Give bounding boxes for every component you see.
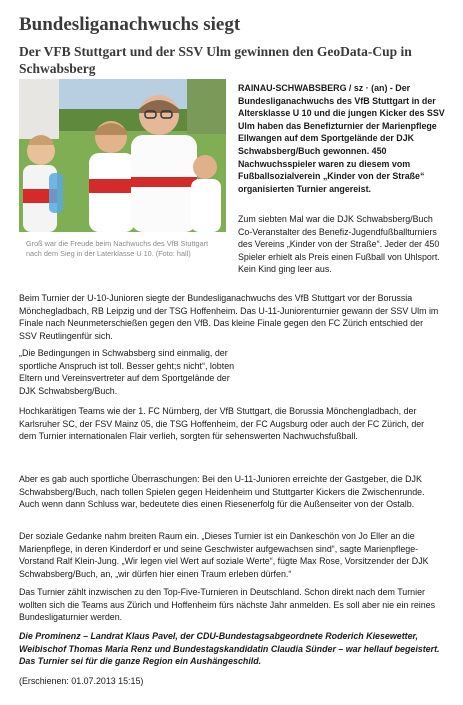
publication-date: (Erschienen: 01.07.2013 15:15) (19, 676, 144, 686)
article-lead: RAINAU-SCHWABSBERG / sz · (an) - Der Bundesliganachwuchs des VfB Stuttgart in der Altersklasse U 10 und die jungen Kicker des SSV Ulm haben das Benefizturnier der Marienpflege Ellwangen auf dem Sportgelände der DJK Schwabsberg/Buch gewonnen. 450 Nachwuchsspieler waren zu diesem vom Fußballsozialverein „Kinder von der Straße“ organisierten Turnier angereist. (238, 83, 445, 194)
article-paragraph: Beim Turnier der U-10-Junioren siegte der Bundesliganachwuchs des VfB Stuttgart vor der Borussia Mönchegladbach, RB Leipzig und der TSG Hoffenheim. Das U-11-Juniorenturnier gewann der SSV Ulm im Finale nach Neunmeterschießen gegen den VfB. Das kleine Finale gegen den FC Zürich entschied der SSV Reutlingenfür sich. (19, 293, 439, 341)
article-paragraph: Aber es gab auch sportliche Überraschungen: Bei den U-11-Junioren erreichte der Gastgeber, die DJK Schwabsberg/Buch, nach tollen Spielen gegen Heidenheim und Stuttgarter Kickers die Zwischenrunde. Auch wenn dann Schluss war, bedeutete dies einen Riesenerfolg für die Außenseiter von der Ostalb. (19, 474, 425, 510)
article-paragraph: Zum siebten Mal war die DJK Schwabsberg/Buch Co-Veranstalter des Benefiz-Jugendfußballturniers des Vereins „Kinder von der Straße“. Jeder der 450 Spieler erhielt als Preis einen Fußball von Uhlsport. Kein Kind ging leer aus. (238, 214, 440, 275)
celebration-photo-illustration (19, 79, 226, 232)
article-subheadline: Der VFB Stuttgart und der SSV Ulm gewinnen den GeoData-Cup in Schwabsberg (19, 44, 412, 76)
article-closing-paragraph: Die Prominenz – Landrat Klaus Pavel, der CDU-Bundestagsabgeordnete Roderich Kiesewetter, Weibischof Thomas Maria Renz und Bundestagskandidatin Claudia Sünder – war hellauf begeistert. Das Turnier sei für die ganze Region ein Aushängeschild. (19, 631, 440, 667)
article-headline: Bundesliganachwuchs siegt (19, 14, 241, 35)
article-paragraph: Hochkarätigen Teams wie der 1. FC Nürnberg, der VfB Stuttgart, die Borussia Mönchengladbach, der Karlsruher SC, der FSV Mainz 05, die TSG Hoffenheim, der FC Augsburg oder auch der FC Zürich, der dem Turnier internationalen Flair verlieh, sorgten für sehenswerten Nachwuchsfußball. (19, 406, 425, 442)
article-photo (19, 79, 226, 232)
article-paragraph: Der soziale Gedanke nahm breiten Raum ein. „Dieses Turnier ist ein Dankeschön von Jo Eller an die Marienpflege, in deren Kinderdorf er und seine Geschwister aufgewachsen sind“, sagte Marienpflege-Vorstand Ralf Klein-Jung. „Wir legen viel Wert auf soziale Werte“, fügte Max Rose, Vorsitzender der DJK Schwabsberg/Buch, an, „wir dürfen hier einen Traum erleben dürfen.“ (19, 531, 429, 579)
article-quote-paragraph: „Die Bedingungen in Schwabsberg sind einmalig, der sportliche Anspruch ist toll. Besser geht;s nicht“, lobten Eltern und Vereinsvertreter auf dem Sportgelände der DJK Schwabsberg/Buch. (19, 348, 235, 396)
article-paragraph: Das Turnier zählt inzwischen zu den Top-Five-Turnieren in Deutschland. Schon direkt nach dem Turnier wollten sich die Teams aus Zürich und Hoffenheim fürs nächste Jahr anmelden. Es soll aber nie ein reines Bundesligaturnier werden. (19, 587, 436, 623)
photo-caption: Groß war die Freude beim Nachwuchs des VfB Stuttgart nach dem Sieg in der Laterklasse U 10. (Foto: hall) (26, 239, 209, 258)
